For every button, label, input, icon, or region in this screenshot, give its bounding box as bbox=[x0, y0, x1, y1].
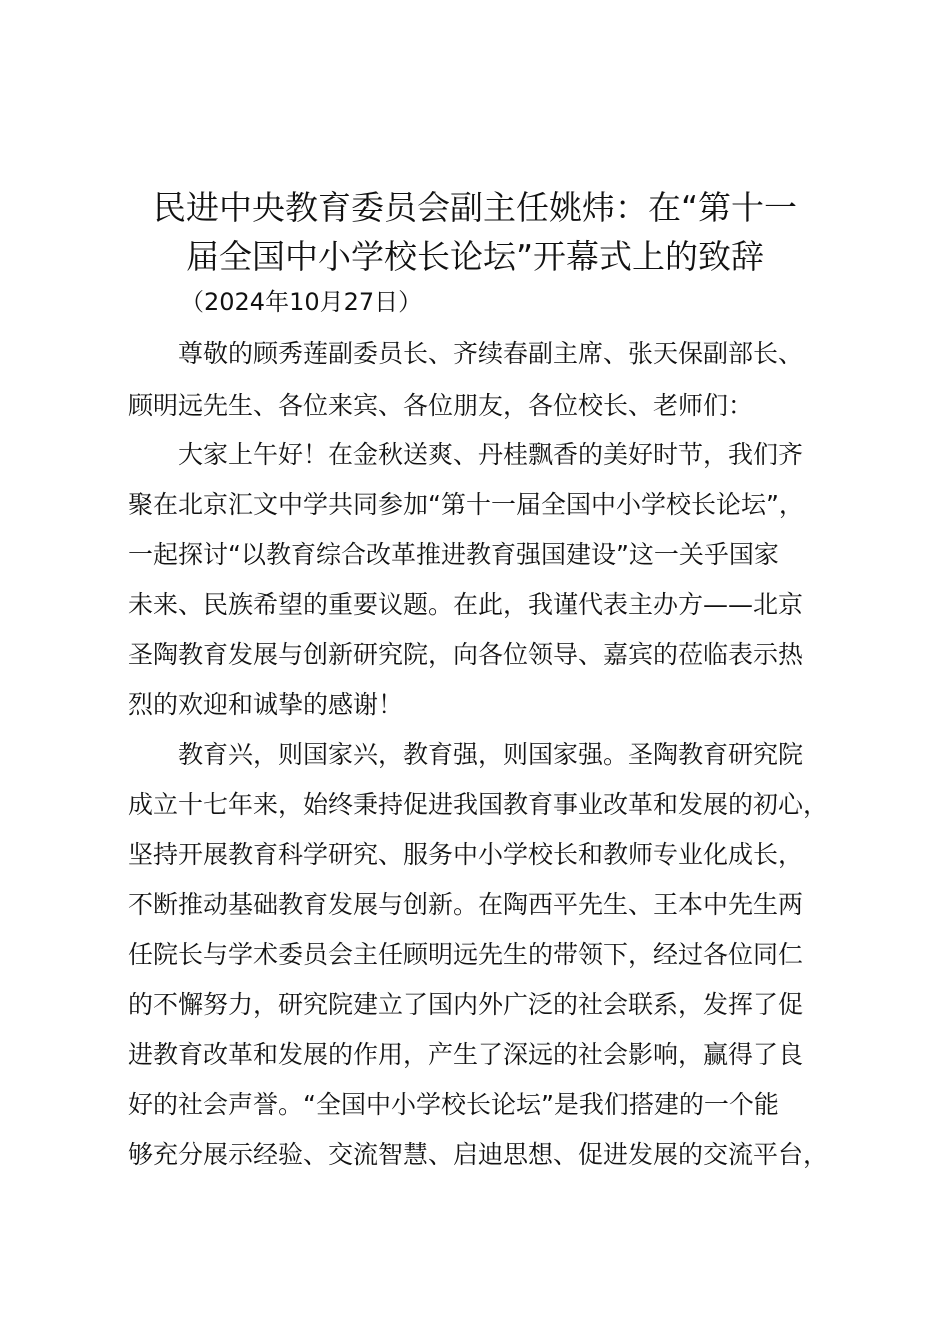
body-line: 教育兴，则国家兴，教育强，则国家强。圣陶教育研究院 bbox=[178, 740, 804, 769]
document-date: （2024年10月27日） bbox=[180, 288, 423, 316]
body-line: 未来、民族希望的重要议题。在此，我谨代表主办方——北京 bbox=[128, 590, 804, 619]
body-line: 顾明远先生、各位来宾、各位朋友，各位校长、老师们： bbox=[128, 391, 754, 420]
body-line: 坚持开展教育科学研究、服务中小学校长和教师专业化成长， bbox=[128, 840, 804, 869]
body-line: 成立十七年来，始终秉持促进我国教育事业改革和发展的初心， bbox=[128, 790, 829, 819]
body-line: 的不懈努力，研究院建立了国内外广泛的社会联系，发挥了促 bbox=[128, 990, 804, 1019]
body-line: 一起探讨“以教育综合改革推进教育强国建设”这一关乎国家 bbox=[128, 540, 779, 569]
body-line: 不断推动基础教育发展与创新。在陶西平先生、王本中先生两 bbox=[128, 890, 804, 919]
body-line: 进教育改革和发展的作用，产生了深远的社会影响，赢得了良 bbox=[128, 1040, 804, 1069]
body-line: 圣陶教育发展与创新研究院，向各位领导、嘉宾的莅临表示热 bbox=[128, 640, 804, 669]
body-line: 任院长与学术委员会主任顾明远先生的带领下，经过各位同仁 bbox=[128, 940, 804, 969]
document-title-line-2: 届全国中小学校长论坛”开幕式上的致辞 bbox=[185, 237, 765, 276]
body-line: 烈的欢迎和诚挚的感谢！ bbox=[128, 690, 404, 719]
body-line: 聚在北京汇文中学共同参加“第十一届全国中小学校长论坛”， bbox=[128, 490, 804, 519]
body-line: 大家上午好！在金秋送爽、丹桂飘香的美好时节，我们齐 bbox=[178, 440, 804, 469]
body-line: 够充分展示经验、交流智慧、启迪思想、促进发展的交流平台， bbox=[128, 1140, 829, 1169]
body-line: 尊敬的顾秀莲副委员长、齐续春副主席、张天保副部长、 bbox=[178, 339, 804, 368]
body-line: 好的社会声誉。“全国中小学校长论坛”是我们搭建的一个能 bbox=[128, 1090, 779, 1119]
document-title-line-1: 民进中央教育委员会副主任姚炜：在“第十一 bbox=[152, 188, 798, 227]
